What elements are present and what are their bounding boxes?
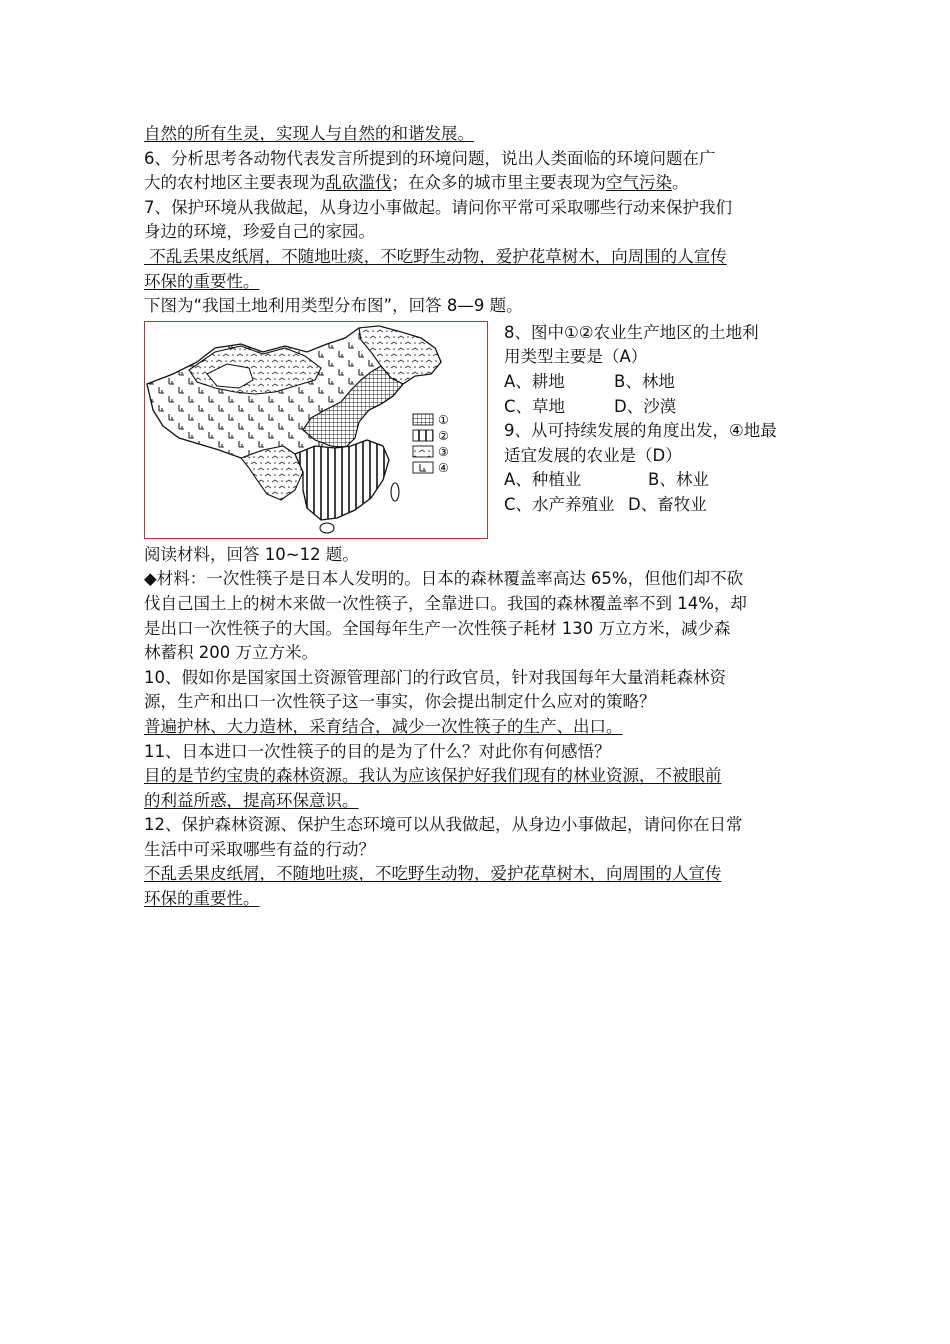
land-use-map-figure	[144, 321, 488, 539]
question-9-options-ab	[504, 468, 814, 493]
document-page	[144, 122, 812, 912]
q9-option-c: C、水产养殖业	[504, 494, 615, 514]
china-land-use-map	[145, 322, 486, 537]
material-line-3: 是出口一次性筷子的大国。全国每年生产一次性筷子耗材 130 万立方米，减少森	[144, 618, 731, 638]
question-6-line-2	[144, 171, 812, 196]
question-11-line-1: 11、日本进口一次性筷子的目的是为了什么？对此你有何感悟？	[144, 741, 611, 761]
region-2-area	[295, 440, 389, 520]
map-question-block	[144, 321, 812, 543]
hainan-island	[320, 523, 334, 533]
q8-option-d: D、沙漠	[614, 396, 677, 416]
q6-text-mid: ；在众多的城市里主要表现为	[391, 173, 606, 193]
material-line-2: 伐自己国土上的树木来做一次性筷子，全靠进口。我国的森林覆盖率不到 14%，却	[144, 593, 747, 613]
question-12-line-2: 生活中可采取哪些有益的行动？	[144, 839, 375, 859]
q6-text-post: 。	[672, 173, 689, 193]
legend-label-3: ③	[438, 444, 449, 459]
q9-option-b: B、林业	[648, 470, 709, 490]
taiwan-island	[391, 483, 399, 501]
q6-answer-rural: 乱砍滥伐	[325, 173, 392, 193]
map-intro: 下图为“我国土地利用类型分布图”，回答 8—9 题。	[144, 296, 523, 316]
question-9-options-cd	[504, 493, 814, 518]
question-7-line-1: 7、保护环境从我做起，从身边小事做起。请问你平常可采取哪些行动来保护我们	[144, 197, 732, 217]
question-12-line-1: 12、保护森林资源、保护生态环境可以从我做起，从身边小事做起，请问你在日常	[144, 815, 743, 835]
question-10-line-1: 10、假如你是国家国土资源管理部门的行政官员，针对我国每年大量消耗森林资	[144, 667, 726, 687]
q6-text-pre: 大的农村地区主要表现为	[144, 173, 326, 193]
question-10-line-2: 源，生产和出口一次性筷子这一事实，你会提出制定什么应对的策略？	[144, 692, 656, 712]
question-11-answer-line-2: 的利益所惑，提高环保意识。	[144, 790, 359, 810]
question-8-line-2: 用类型主要是（A）	[504, 347, 648, 367]
q9-option-d: D、畜牧业	[628, 494, 707, 514]
answer-line: 自然的所有生灵，实现人与自然的和谐发展。	[144, 124, 474, 143]
question-11-answer-line-1: 目的是节约宝贵的森林资源。我认为应该保护好我们现有的林业资源，不被眼前	[144, 766, 722, 786]
legend-label-1: ①	[438, 412, 449, 427]
question-7-line-2: 身边的环境，珍爱自己的家园。	[144, 222, 375, 242]
question-9-line-1: 9、从可持续发展的角度出发，④地最	[504, 421, 777, 441]
legend-label-2: ②	[438, 428, 449, 443]
map-legend	[413, 413, 449, 475]
question-7-answer-line-1: 不乱丢果皮纸屑，不随地吐痰，不吃野生动物，爱护花草树木，向周围的人宣传	[144, 246, 727, 266]
material-line-1: ◆材料：一次性筷子是日本人发明的。日本的森林覆盖率高达 65%，但他们却不砍	[144, 569, 744, 589]
q6-answer-city: 空气污染	[606, 173, 672, 193]
question-8-options-ab	[504, 370, 814, 395]
question-12-answer-line-1: 不乱丢果皮纸屑，不随地吐痰，不吃野生动物，爱护花草树木，向周围的人宣传	[144, 864, 722, 884]
q8-option-c: C、草地	[504, 396, 566, 416]
question-10-answer: 普遍护林、大力造林，采育结合，减少一次性筷子的生产、出口。	[144, 716, 623, 736]
question-9-line-2: 适宜发展的农业是（D）	[504, 445, 682, 465]
question-7-answer-line-2: 环保的重要性。	[144, 271, 260, 291]
question-8-line-1: 8、图中①②农业生产地区的土地利	[504, 322, 759, 342]
region-3-southwest	[241, 446, 303, 500]
q8-option-b: B、林地	[614, 371, 675, 391]
reading-intro: 阅读材料，回答 10~12 题。	[144, 544, 359, 564]
question-8-options-cd	[504, 395, 814, 420]
q8-option-a: A、耕地	[504, 371, 565, 391]
question-12-answer-line-2: 环保的重要性。	[144, 889, 260, 909]
material-line-4: 林蓄积 200 万立方米。	[144, 643, 318, 663]
legend-label-4: ④	[438, 460, 449, 475]
questions-8-9	[504, 321, 814, 518]
question-6-line-1: 6、分析思考各动物代表发言所提到的环境问题，说出人类面临的环境问题在广	[144, 148, 716, 168]
q9-option-a: A、种植业	[504, 470, 582, 490]
